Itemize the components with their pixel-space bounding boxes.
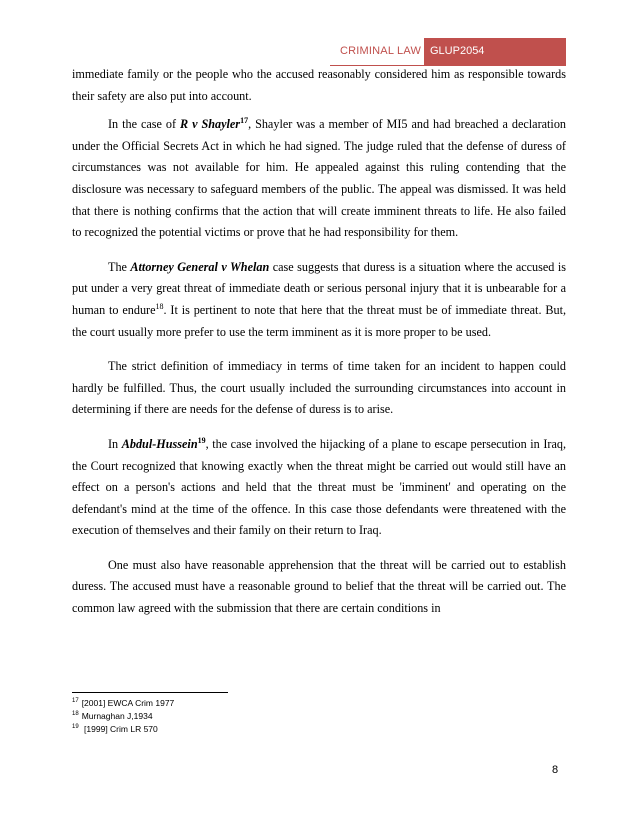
footnote-number: 19 [72, 724, 79, 731]
paragraph-apprehension: One must also have reasonable apprehension that the threat will be carried out to establish duress. The accused must have a reasonable ground to belief that the threat will be carried out. The common law agreed with the submission that there are certain conditions in [72, 557, 566, 616]
paragraph-lead: In [108, 436, 122, 451]
footnotes [72, 697, 174, 736]
body-text [72, 64, 566, 633]
footnote-19 [72, 723, 174, 736]
paragraph-shayler [72, 114, 566, 244]
paragraph-whelan [72, 257, 566, 343]
footnote-number: 17 [72, 698, 79, 705]
case-name-shayler: R v Shayler [180, 117, 241, 132]
paragraph-body: case suggests that duress is a situation where the accused is put under a very great threat of immediate death or serious personal injury that it is unbearable for a human to endure [72, 259, 566, 317]
footnote-text: [2001] EWCA Crim 1977 [81, 698, 175, 708]
paragraph-abdul-hussein [72, 434, 566, 542]
case-name-abdul-hussein: Abdul-Hussein [121, 436, 198, 451]
footnote-separator [72, 692, 228, 693]
paragraph-continuation: immediate family or the people who the accused reasonably considered him as responsible towards their safety are also put into account. [72, 67, 566, 103]
footnote-ref-19: 19 [197, 435, 206, 445]
paragraph-immediacy: The strict definition of immediacy in terms of time taken for an incident to happen could hardly be fulfilled. Thus, the court usually included the surrounding circumstances into account in determining if there are needs for the defense of duress is to arise. [72, 359, 566, 417]
page-number: 8 [552, 764, 559, 776]
header-course-title: CRIMINAL LAW [340, 45, 422, 57]
paragraph-lead: The [108, 259, 131, 274]
footnote-ref-18: 18 [155, 301, 164, 311]
footnote-number: 18 [72, 711, 79, 718]
footnote-ref-17: 17 [240, 116, 249, 126]
paragraph-body: , the case involved the hijacking of a plane to escape persecution in Iraq, the Court recognized that knowing exactly when the threat might be carried out would still have an effect on a person's actions and held that the threat must be 'imminent' and operating on the defendant's mind at the time of the offence. In this case those defendants were threatened with the execution of themselves and their family on their return to Iraq. [72, 436, 567, 538]
paragraph-body: , Shayler was a member of MI5 and had breached a declaration under the Official Secrets Act in which he had signed. The judge ruled that the defense of duress of circumstances was not available for him. He appealed against this ruling contending that the disclosure was necessary to safeguard members of the public. The appeal was dismissed. It was held that there is nothing confirms that the action that will create imminent threats to life. He also failed to recognized the potential victims or prove that he had responsibility for them. [72, 117, 567, 240]
paragraph-lead: In the case of [108, 117, 180, 132]
footnote-text: [1999] Crim LR 570 [81, 724, 158, 734]
footnote-18 [72, 710, 174, 723]
header-course-code: GLUP2054 [424, 38, 566, 65]
footnote-17 [72, 697, 174, 710]
paragraph-body-end: . It is pertinent to note that here that the threat must be of immediate threat. But, the court usually more prefer to use the term imminent as it is more proper to be used. [72, 302, 566, 339]
case-name-whelan: Attorney General v Whelan [130, 259, 270, 274]
page-header [330, 38, 566, 66]
footnote-text: Murnaghan J,1934 [81, 711, 153, 721]
